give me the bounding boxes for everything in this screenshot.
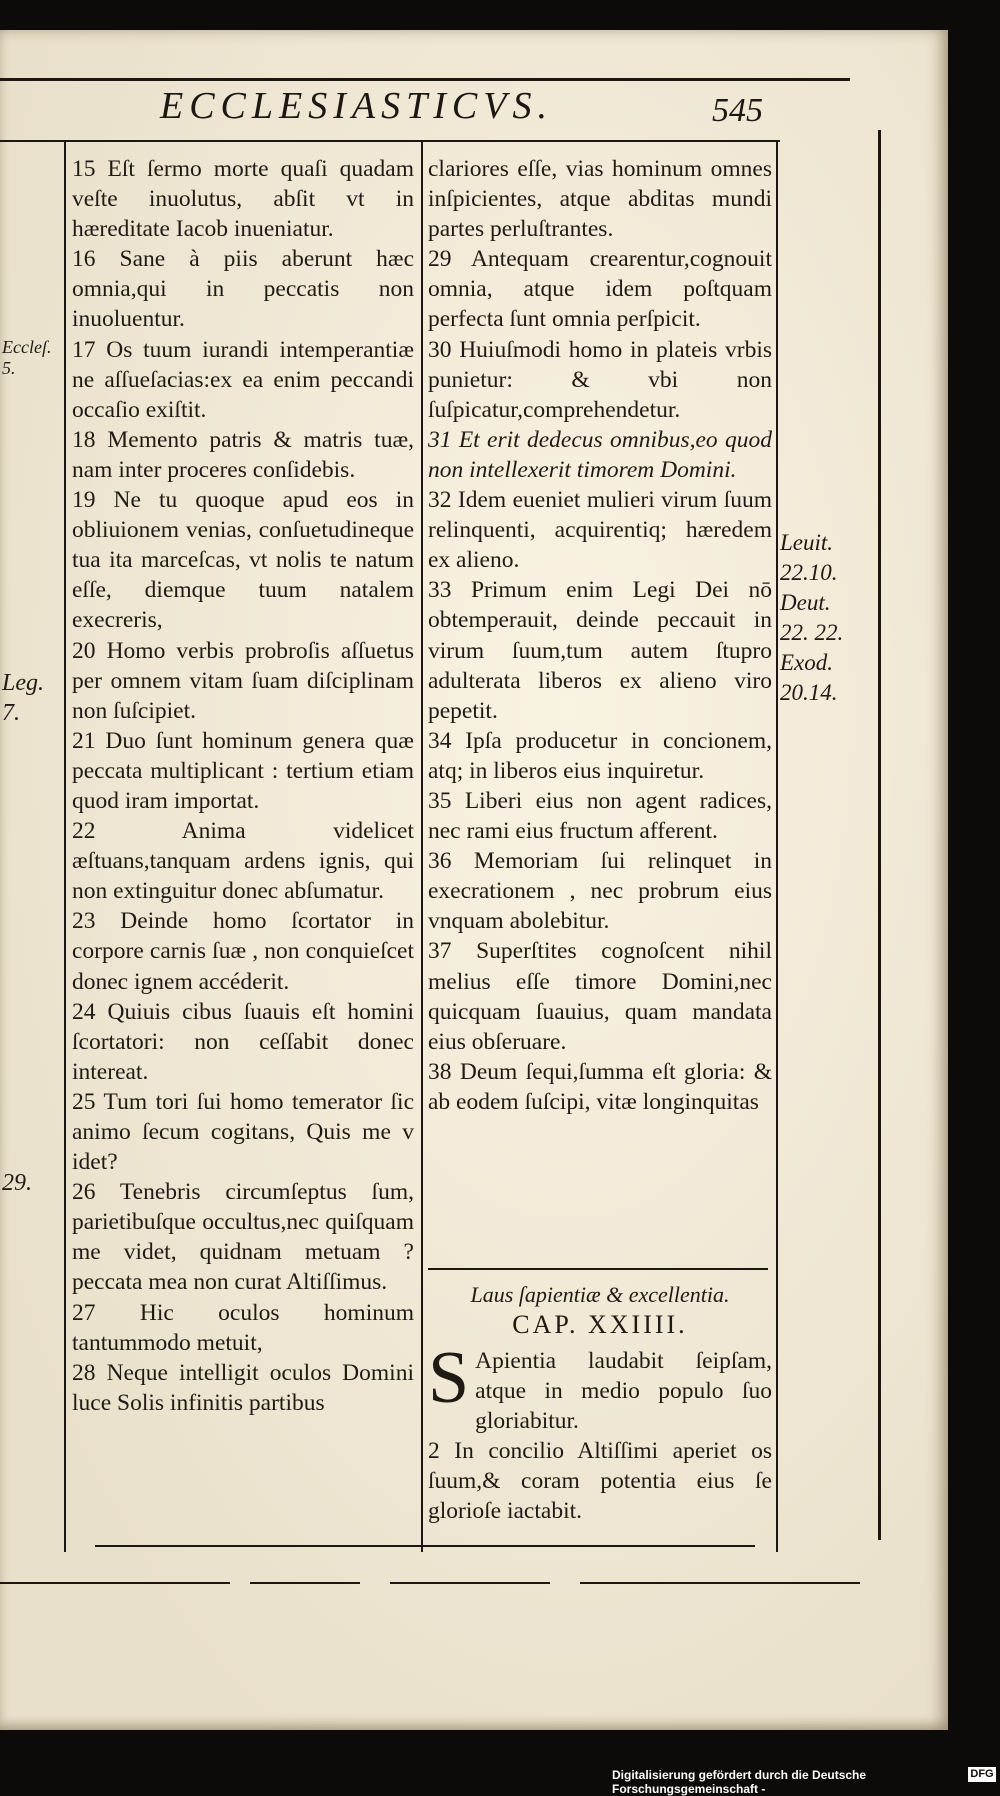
left-margin-note: 29.	[2, 1170, 32, 1196]
page-bottom-rule	[580, 1582, 860, 1584]
verse-26: 26 Tenebris circumſeptus ſum, parietibuſque occultus,nec quiſquam me videt, quidnam metuam ? peccata mea non curat Altiſſimus.	[72, 1179, 414, 1296]
chapter-summary: Laus ſapientiæ & excellentia.	[470, 1282, 730, 1307]
page-number: 545	[712, 92, 763, 129]
center-column-rule	[421, 142, 423, 1552]
page-bottom-rule	[0, 1582, 230, 1584]
verse-35: 35 Liberi eius non agent radices, nec rami eius fructum afferent.	[428, 787, 772, 845]
right-margin-note: Leuit.	[780, 530, 834, 555]
digitization-credit: Digitalisierung gefördert durch die Deutsche Forschungsgemeinschaft -	[612, 1768, 867, 1796]
left-text-column	[72, 154, 414, 1418]
header-underline	[0, 140, 780, 142]
verse-16: 16 Sane à piis aberunt hæc omnia,qui in peccatis non inuoluentur.	[72, 246, 414, 333]
header-rule	[0, 78, 850, 81]
chapter-separator-rule	[428, 1268, 768, 1270]
verse-18: 18 Memento patris & matris tuæ, nam inter proceres conſidebis.	[72, 426, 414, 483]
verse-28: 28 Neque intelligit oculos Domini luce Solis infinitis partibus	[72, 1359, 414, 1416]
verse-37: 37 Superſtites cognoſcent nihil melius eſſe timore Domini,nec quicquam ſuauius, quam mandata eius obſeruare.	[428, 938, 772, 1055]
verse-27: 27 Hic oculos hominum tantummodo metuit,	[72, 1299, 414, 1356]
drop-cap: S	[428, 1337, 470, 1419]
right-column-rule	[776, 142, 778, 1552]
verse-30: 30 Huiuſmodi homo in plateis vrbis punietur: & vbi non ſuſpicatur,comprehendetur.	[428, 336, 772, 423]
verse-32: 32 Idem eueniet mulieri virum ſuum relinquenti, acquirentiq; hæredem ex alieno.	[428, 487, 772, 574]
page-bottom-rule	[250, 1582, 360, 1584]
page-bottom-rule	[390, 1582, 550, 1584]
verse-24: 24 Quiuis cibus ſuauis eſt homini ſcortatori: non ceſſabit donec intereat.	[72, 998, 414, 1085]
verse-22: 22 Anima videlicet æſtuans,tanquam ardens ignis, qui non extinguitur donec abſumatur.	[72, 818, 414, 905]
right-margin-rule	[878, 130, 881, 1540]
verse-21: 21 Duo ſunt hominum genera quæ peccata multiplicant : tertium etiam quod iram importat.	[72, 727, 414, 814]
verse-29: 29 Antequam crearentur,cognouit omnia, atque idem poſtquam perfecta ſunt omnia perſpicit.	[428, 246, 772, 333]
verse-28-continued: clariores eſſe, vias hominum omnes inſpicientes, atque abditas mundi partes perluſtrantes.	[428, 156, 772, 243]
chapter-verse-1: Apientia laudabit ſeipſam, atque in medio populo ſuo gloriabitur.	[475, 1348, 772, 1435]
verse-31: 31 Et erit dedecus omnibus,eo quod non intellexerit timorem Domini.	[428, 426, 772, 483]
running-title: ECCLESIASTICVS.	[160, 85, 553, 127]
chapter-title: CAP. XXIIII.	[512, 1310, 688, 1339]
verse-17: 17 Os tuum iurandi intemperantiæ ne aſſueſacias:ex ea enim peccandi occaſio exiſtit.	[72, 336, 414, 423]
left-column-rule	[64, 142, 66, 1552]
chapter-text	[428, 1337, 772, 1527]
right-margin-note: Exod.	[780, 650, 834, 676]
verse-33: 33 Primum enim Legi Dei nō obtemperauit, deinde peccauit in virum ſuum,tum autem ſtupro adulterata liberos ex alieno viro pepetit.	[428, 577, 772, 724]
verse-34: 34 Ipſa producetur in concionem, atq; in liberos eius inquiretur.	[428, 727, 772, 784]
right-text-column	[428, 154, 772, 1117]
dfg-logo-icon: DFG	[968, 1767, 996, 1782]
verse-20: 20 Homo verbis probroſis aſſuetus per omnem vitam ſuam diſciplinam non ſuſcipiet.	[72, 637, 414, 724]
verse-15: 15 Eſt ſermo morte quaſi quadam veſte inuolutus, abſit vt in hæreditate Iacob inueniatur.	[72, 156, 414, 243]
left-margin-note: Leg.	[2, 670, 44, 696]
right-margin-note: 20.14.	[780, 680, 838, 706]
chapter-verse-2: 2 In concilio Altiſſimi aperiet os ſuum,& coram potentia eius ſe glorioſe iactabit.	[428, 1438, 772, 1525]
verse-36: 36 Memoriam ſui relinquet in execrationem , nec probrum eius vnquam abolebitur.	[428, 848, 772, 935]
left-margin-note: Eccleſ. 5.	[2, 337, 52, 378]
verse-23: 23 Deinde homo ſcortator in corpore carnis ſuæ , non conquieſcet donec ignem accéderit.	[72, 908, 414, 995]
right-margin-note: Deut.	[780, 590, 831, 616]
verse-25: 25 Tum tori ſui homo temerator ſic animo ſecum cogitans, Quis me v idet?	[72, 1088, 414, 1176]
right-margin-note: 22.10.	[780, 560, 838, 586]
right-margin-notes	[780, 528, 900, 709]
left-margin-note: 7.	[2, 700, 20, 726]
verse-19: 19 Ne tu quoque apud eos in obliuionem venias, conſuetudineque tua ita marceſcas, vt nolis te natum eſſe, diemque tuum natalem execreris,	[72, 487, 414, 634]
footer-rule	[95, 1545, 755, 1547]
verse-38: 38 Deum ſequi,ſumma eſt gloria: & ab eodem ſuſcipi, vitæ longinquitas	[428, 1058, 772, 1115]
right-margin-note: 22. 22.	[780, 620, 844, 646]
